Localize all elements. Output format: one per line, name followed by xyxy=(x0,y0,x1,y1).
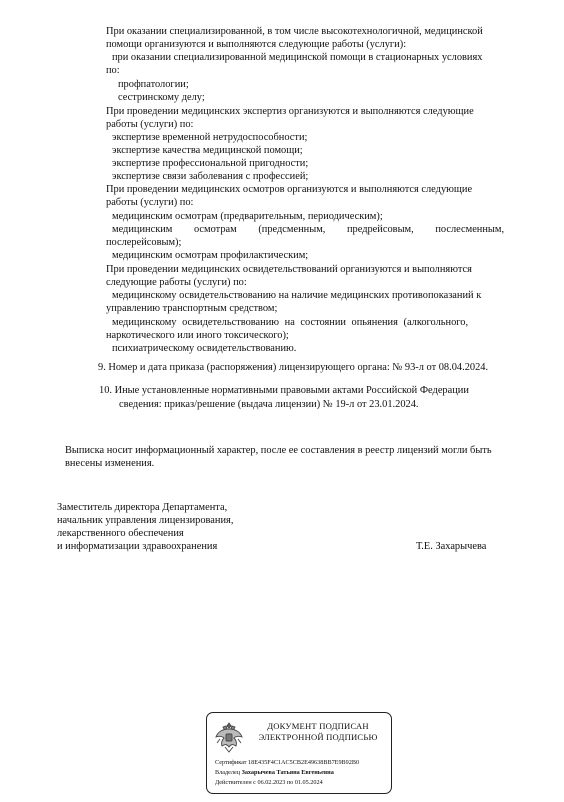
specialized-intro-line-1 xyxy=(106,26,538,39)
profpathology-item: профпатологии; xyxy=(118,79,189,90)
note-line-1: Выписка носит информационный характер, после ее составления в реестр лицензий могли быть xyxy=(65,445,492,456)
signature-title-line-3: лекарственного обеспечения xyxy=(57,528,184,539)
electronic-signature-stamp xyxy=(206,712,392,794)
exams-intro-line-1: При проведении медицинских осмотров организуются и выполняются следующие xyxy=(106,184,473,195)
exams-intro-line-2: работы (услуги) по: xyxy=(106,197,194,208)
text: При оказании специализированной, в том числе высокотехнологичной, медицинской xyxy=(106,26,483,37)
exams-item-2-line-2: послерейсовым); xyxy=(106,237,182,248)
item-10-line-2: сведения: приказ/решение (выдача лицензии) № 19-л от 23.01.2024. xyxy=(119,399,419,410)
stamp-certificate: Сертификат 18E435F4C1AC5CB2E49638BB7E9B92B0 xyxy=(215,759,360,766)
exams-item-2-line-1: медицинским осмотрам (предсменным, предрейсовым, послесменным, xyxy=(112,224,505,235)
exams-item-3: медицинским осмотрам профилактическим; xyxy=(112,250,309,261)
cert-intro-line-2: следующие работы (услуги) по: xyxy=(106,277,247,288)
cert-item-1-line-1: медицинскому освидетельствованию на наличие медицинских противопоказаний к xyxy=(112,290,482,301)
stamp-title-line-2: ЭЛЕКТРОННОЙ ПОДПИСЬЮ xyxy=(258,732,378,742)
cert-intro-line-1: При проведении медицинских освидетельствований организуются и выполняются xyxy=(106,264,472,275)
stamp-title-line-1: ДОКУМЕНТ ПОДПИСАН xyxy=(267,721,369,731)
cert-item-2-line-1: медицинскому освидетельствованию на состоянии опьянения (алкогольного, xyxy=(112,317,469,328)
stamp-title xyxy=(251,721,385,743)
stamp-owner-name: Захарычева Татьяна Евгеньевна xyxy=(241,769,334,776)
signature-title-line-4: и информатизации здравоохранения xyxy=(57,541,218,552)
expertise-item-2: экспертизе качества медицинской помощи; xyxy=(112,145,303,156)
cert-item-2-line-2: наркотического или иного токсического); xyxy=(106,330,289,341)
expertise-intro-line-2: работы (услуги) по: xyxy=(106,119,194,130)
cert-item-1-line-2: управлению транспортным средством; xyxy=(106,303,278,314)
coat-of-arms-icon xyxy=(214,719,244,755)
note-line-2: внесены изменения. xyxy=(65,458,155,469)
nursing-item: сестринскому делу; xyxy=(118,92,205,103)
stamp-owner xyxy=(215,769,334,777)
inpatient-line-2: по: xyxy=(106,65,120,76)
item-10-line-1: 10. Иные установленные нормативными правовыми актами Российской Федерации xyxy=(99,385,469,396)
cert-item-3: психиатрическому освидетельствованию. xyxy=(112,343,297,354)
stamp-owner-label: Владелец xyxy=(215,769,241,776)
exams-item-1: медицинским осмотрам (предварительным, периодическим); xyxy=(112,211,383,222)
inpatient-line-1: при оказании специализированной медицинской помощи в стационарных условиях xyxy=(112,52,483,63)
expertise-item-1: экспертизе временной нетрудоспособности; xyxy=(112,132,308,143)
specialized-intro-line-2: помощи организуются и выполняются следующие работы (услуги): xyxy=(106,39,407,50)
stamp-validity: Действителен с 06.02.2023 по 01.05.2024 xyxy=(215,779,323,786)
signature-title-line-2: начальник управления лицензирования, xyxy=(57,515,234,526)
expertise-item-4: экспертизе связи заболевания с профессией; xyxy=(112,171,309,182)
item-9: 9. Номер и дата приказа (распоряжения) лицензирующего органа: № 93-л от 08.04.2024. xyxy=(98,362,489,373)
expertise-intro-line-1: При проведении медицинских экспертиз организуются и выполняются следующие xyxy=(106,106,474,117)
signature-title-line-1: Заместитель директора Департамента, xyxy=(57,502,228,513)
signer-name: Т.Е. Захарычева xyxy=(416,541,487,552)
expertise-item-3: экспертизе профессиональной пригодности; xyxy=(112,158,309,169)
